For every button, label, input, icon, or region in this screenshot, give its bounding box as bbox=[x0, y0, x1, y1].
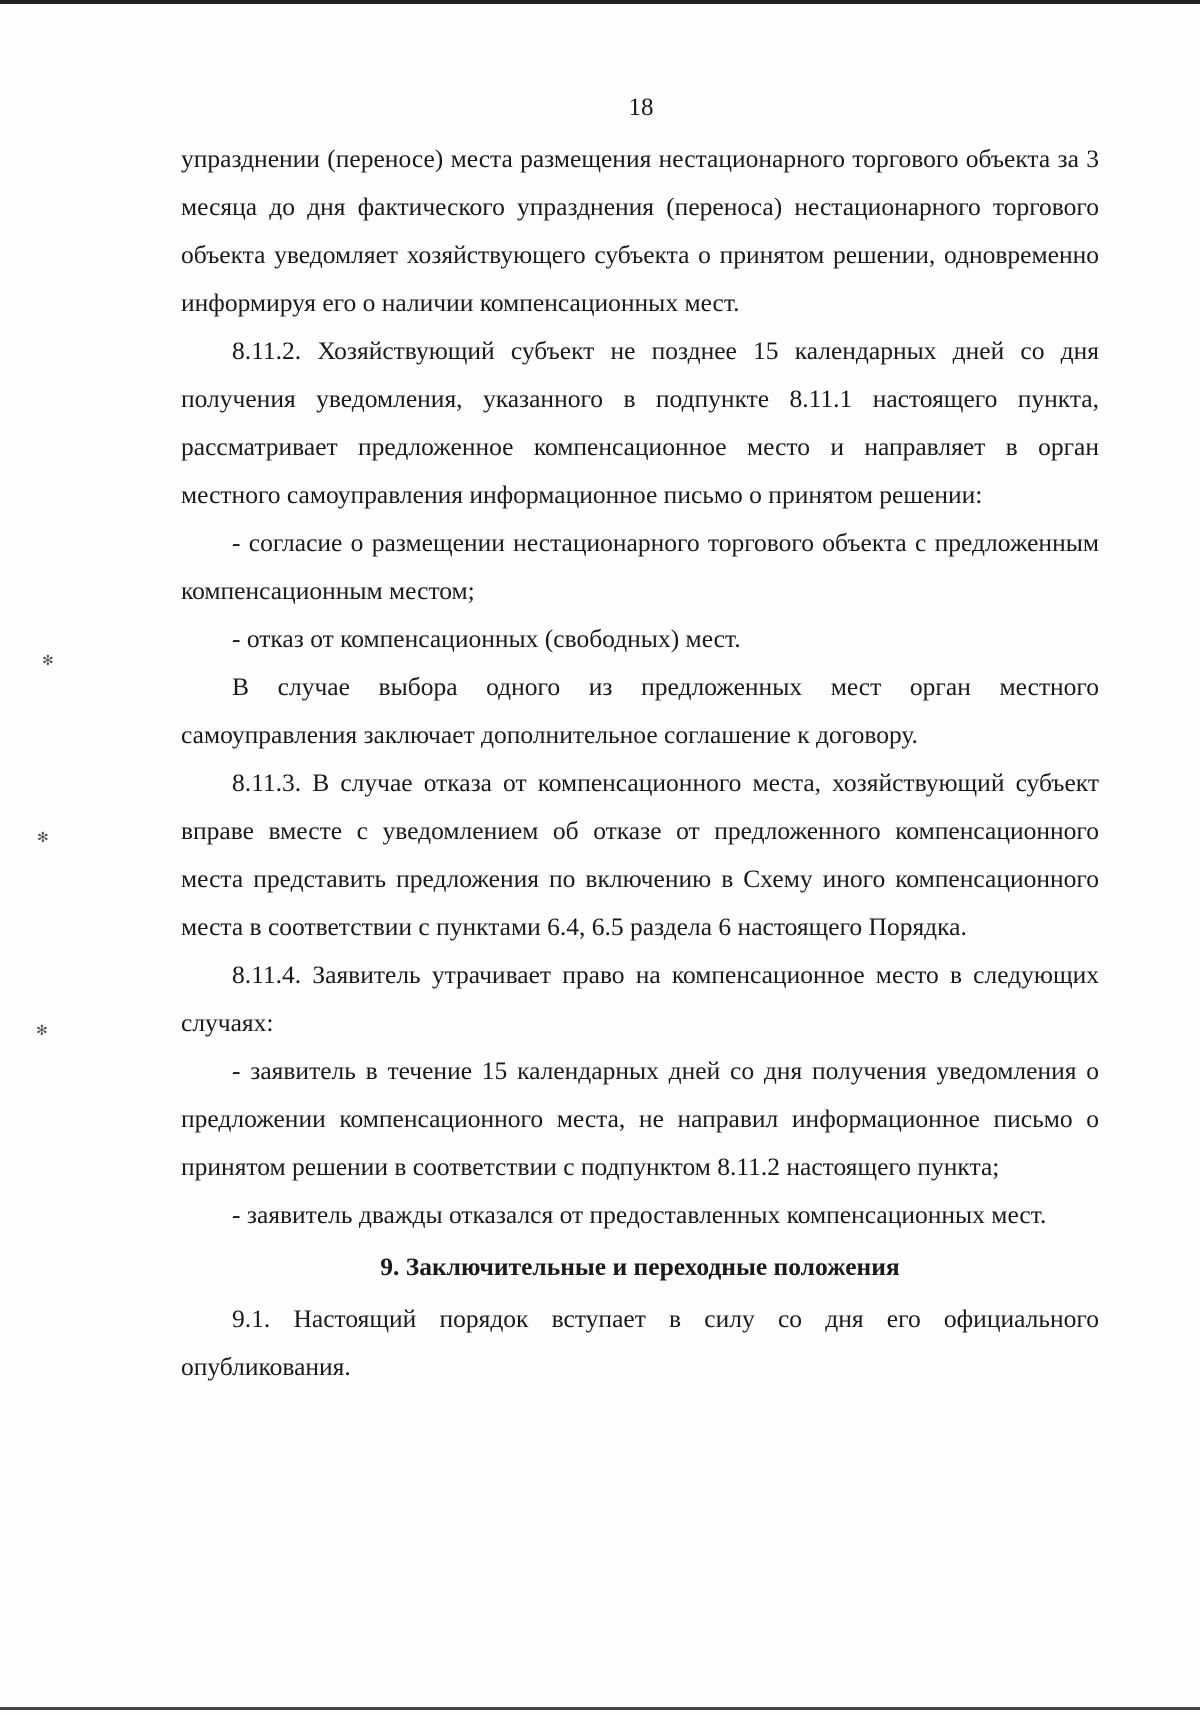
paragraph-choice: В случае выбора одного из предложенных мест орган местного самоуправления заключает дополнительное соглашение к договору. bbox=[181, 672, 1099, 749]
paragraph-8-11-2: 8.11.2. Хозяйствующий субъект не позднее 15 календарных дней со дня получения уведомления, указанного в подпункте 8.11.1 настоящего пункта, рассматривает предложенное компенсационное место и направляет в орган местного самоуправления информационное письмо о принятом решении: bbox=[181, 336, 1099, 509]
list-item-twice-refused: - заявитель дважды отказался от предоставленных компенсационных мест. bbox=[232, 1200, 1047, 1229]
list-item-consent: - согласие о размещении нестационарного торгового объекта с предложенным компенсационным местом; bbox=[181, 528, 1099, 605]
bottom-scan-border bbox=[0, 1707, 1200, 1710]
paragraph-continuation: упразднении (переносе) места размещения нестационарного торгового объекта за 3 месяца до дня фактического упразднения (переноса) нестационарного торгового объекта уведомляет хозяйствующего субъекта о принятом решении, одновременно информируя его о наличии компенсационных мест. bbox=[181, 144, 1099, 317]
paragraph-9-1: 9.1. Настоящий порядок вступает в силу со дня его официального опубликования. bbox=[181, 1304, 1099, 1381]
list-item-refusal: - отказ от компенсационных (свободных) мест. bbox=[232, 624, 741, 653]
scan-speck: ✻ bbox=[42, 654, 54, 669]
document-body bbox=[181, 135, 1099, 1391]
paragraph-8-11-4: 8.11.4. Заявитель утрачивает право на компенсационное место в следующих случаях: bbox=[181, 960, 1099, 1037]
section-heading: 9. Заключительные и переходные положения bbox=[380, 1252, 900, 1281]
scan-speck: ✻ bbox=[36, 1024, 48, 1039]
paragraph-8-11-3: 8.11.3. В случае отказа от компенсационного места, хозяйствующий субъект вправе вместе с уведомлением об отказе от предложенного компенсационного места представить предложения по включению в Схему иного компенсационного места в соответствии с пунктами 6.4, 6.5 раздела 6 настоящего Порядка. bbox=[181, 768, 1099, 941]
list-item-no-response: - заявитель в течение 15 календарных дней со дня получения уведомления о предложении компенсационного места, не направил информационное письмо о принятом решении в соответствии с подпунктом 8.11.2 настоящего пункта; bbox=[181, 1056, 1099, 1181]
page-number: 18 bbox=[628, 94, 654, 121]
scan-speck: ✻ bbox=[37, 831, 49, 846]
top-scan-border bbox=[0, 0, 1200, 4]
